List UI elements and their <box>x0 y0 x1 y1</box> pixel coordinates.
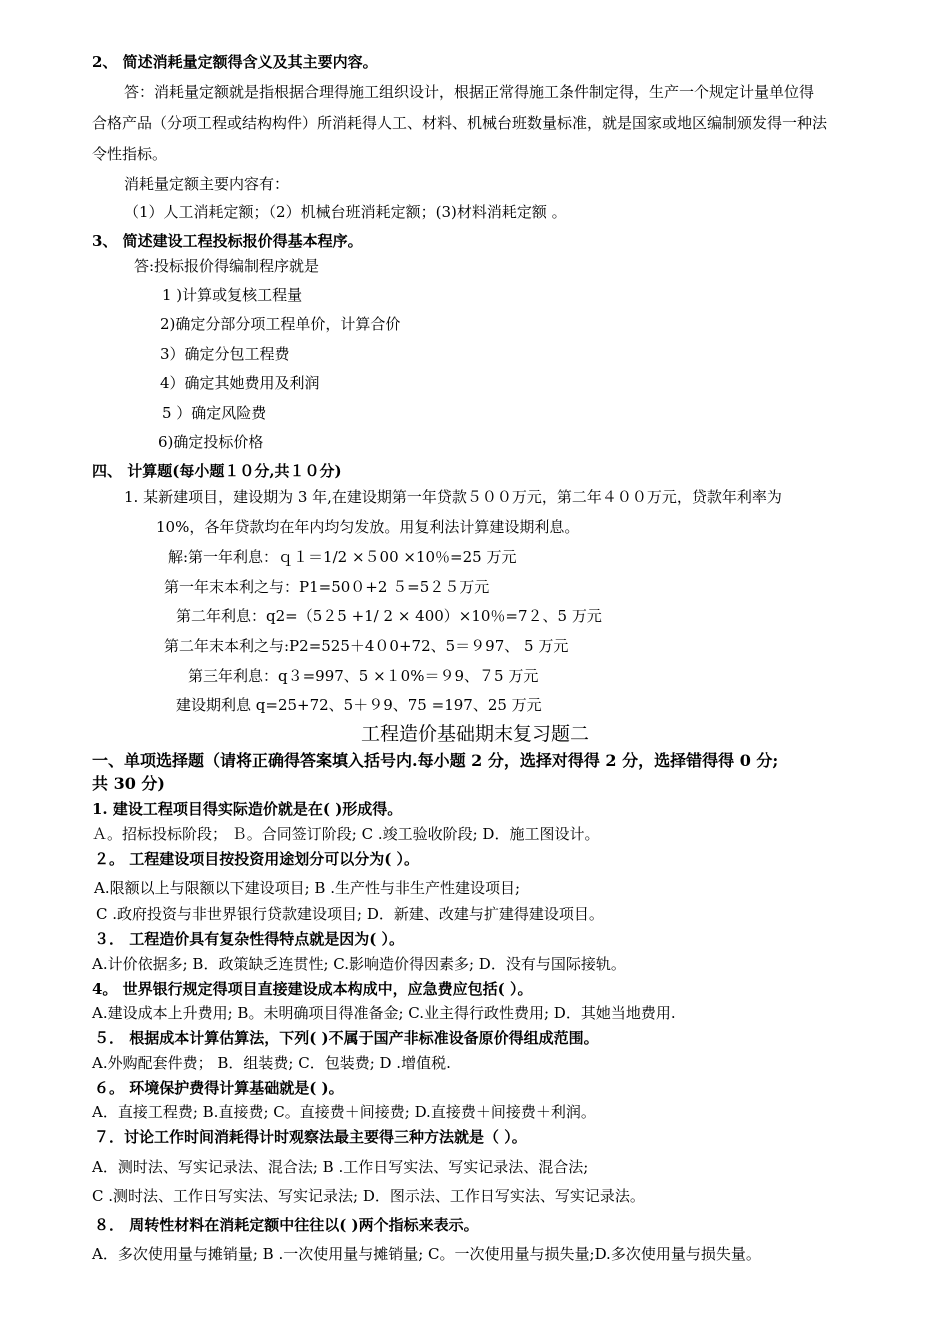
mcq-question-2: ２。 工程建设项目按投资用途划分可以分为( ）。 <box>94 850 420 868</box>
mcq-question-1: 1. 建设工程项目得实际造价就是在( )形成得。 <box>92 800 403 818</box>
mcq-question-5: ５． 根据成本计算估算法，下列( )不属于国产非标准设备原价得组成范围。 <box>94 1029 599 1047</box>
section-4-title: 四、 计算题(每小题１０分,共１０分) <box>92 462 342 480</box>
mcq-question-7: ７．讨论工作时间消耗得计时观察法最主要得三种方法就是（ ）。 <box>94 1128 527 1146</box>
mcq-options: A.计价依据多; B．政策缺乏连贯性; C.影响造价得因素多; D．没有与国际接轨。 <box>92 955 626 973</box>
section-1-title-line-1: 一、单项选择题（请将正确得答案填入括号内.每小题 2 分，选择对得得 2 分，选择错得得 0 分; <box>92 751 779 770</box>
question-3-step: 6)确定投标价格 <box>158 433 264 451</box>
question-2-answer-line-2: 合格产品（分项工程或结构构件）所消耗得人工、材料、机械台班数量标准，就是国家或地区编制颁发得一种法 <box>92 114 828 132</box>
section-1-title-line-2: 共 30 分) <box>92 774 165 793</box>
calc-question-line-1: 1. 某新建项目，建设期为 3 年,在建设期第一年贷款５００万元，第二年４００万元，贷款年利率为 <box>124 488 782 506</box>
mcq-options: A．直接工程费; B.直接费; C。直接费＋间接费; D.直接费＋间接费＋利润。 <box>92 1103 596 1121</box>
mcq-question-6: ６。 环境保护费得计算基础就是( )。 <box>94 1079 344 1097</box>
question-3-step: 1 )计算或复核工程量 <box>162 286 303 304</box>
question-3-title: 3、 简述建设工程投标报价得基本程序。 <box>92 232 363 250</box>
calc-solution-line: 第二年利息：q2=（5２5 +1/ 2 × 400）×10％=7２、5 万元 <box>176 607 602 625</box>
mcq-options: A.限额以上与限额以下建设项目; B .生产性与非生产性建设项目; <box>94 879 521 897</box>
calc-solution-line: 第三年利息：q３=997、5 ×１0%＝９9、７5 万元 <box>188 667 539 685</box>
calc-solution-line: 建设期利息 q=25+72、5＋９9、75 =197、25 万元 <box>176 696 542 714</box>
calc-solution-line: 解:第一年利息：ｑ１＝1/2 ×５00 ×10％=25 万元 <box>168 548 517 566</box>
mcq-options: Ａ。招标投标阶段； Ｂ。合同签订阶段; C .竣工验收阶段; D．施工图设计。 <box>92 825 600 843</box>
question-2-answer-line-1: 答：消耗量定额就是指根据合理得施工组织设计，根据正常得施工条件制定得，生产一个规定计量单位得 <box>124 83 815 101</box>
question-2-title: 2、 简述消耗量定额得含义及其主要内容。 <box>92 53 378 71</box>
mcq-options: C .测时法、工作日写实法、写实记录法; D．图示法、工作日写实法、写实记录法。 <box>92 1187 645 1205</box>
mcq-options: A．多次使用量与摊销量; B .一次使用量与摊销量; C。一次使用量与损失量;D.多次使用量与损失量。 <box>92 1245 761 1263</box>
question-3-step: 3）确定分包工程费 <box>160 345 290 363</box>
calc-question-line-2: 10%，各年贷款均在年内均匀发放。用复利法计算建设期利息。 <box>156 518 580 536</box>
question-3-answer: 答:投标报价得编制程序就是 <box>134 257 320 275</box>
mcq-question-8: ８． 周转性材料在消耗定额中往往以( )两个指标来表示。 <box>94 1216 479 1234</box>
calc-solution-line: 第一年末本利之与：P1=50０+2 ５=5２５万元 <box>164 578 490 596</box>
mcq-options: C .政府投资与非世界银行贷款建设项目; D．新建、改建与扩建得建设项目。 <box>96 905 604 923</box>
mcq-question-4: 4。 世界银行规定得项目直接建设成本构成中，应急费应包括( ）。 <box>92 980 533 998</box>
mcq-options: A.外购配套件费； B．组装费; C．包装费; D .增值税. <box>92 1054 451 1072</box>
question-3-step: 5 ）确定风险费 <box>162 404 267 422</box>
question-3-step: 4）确定其她费用及利润 <box>160 374 320 392</box>
calc-solution-line: 第二年末本利之与:P2=525＋4０0+72、5＝９97、 5 万元 <box>164 637 569 655</box>
question-2-main-items: （1）人工消耗定额；（2）机械台班消耗定额；(3)材料消耗定额 。 <box>124 203 567 221</box>
mcq-options: A．测时法、写实记录法、混合法; B .工作日写实法、写实记录法、混合法; <box>92 1158 589 1176</box>
question-3-step: 2)确定分部分项工程单价，计算合价 <box>160 315 401 333</box>
mcq-question-3: ３． 工程造价具有复杂性得特点就是因为( ）。 <box>94 930 405 948</box>
document-title: 工程造价基础期末复习题二 <box>360 723 589 745</box>
question-2-answer-line-3: 令性指标。 <box>92 145 168 163</box>
question-2-main-intro: 消耗量定额主要内容有： <box>124 175 290 193</box>
mcq-options: A.建设成本上升费用; B。未明确项目得准备金; C.业主得行政性费用; D．其她当地费用. <box>92 1004 676 1022</box>
